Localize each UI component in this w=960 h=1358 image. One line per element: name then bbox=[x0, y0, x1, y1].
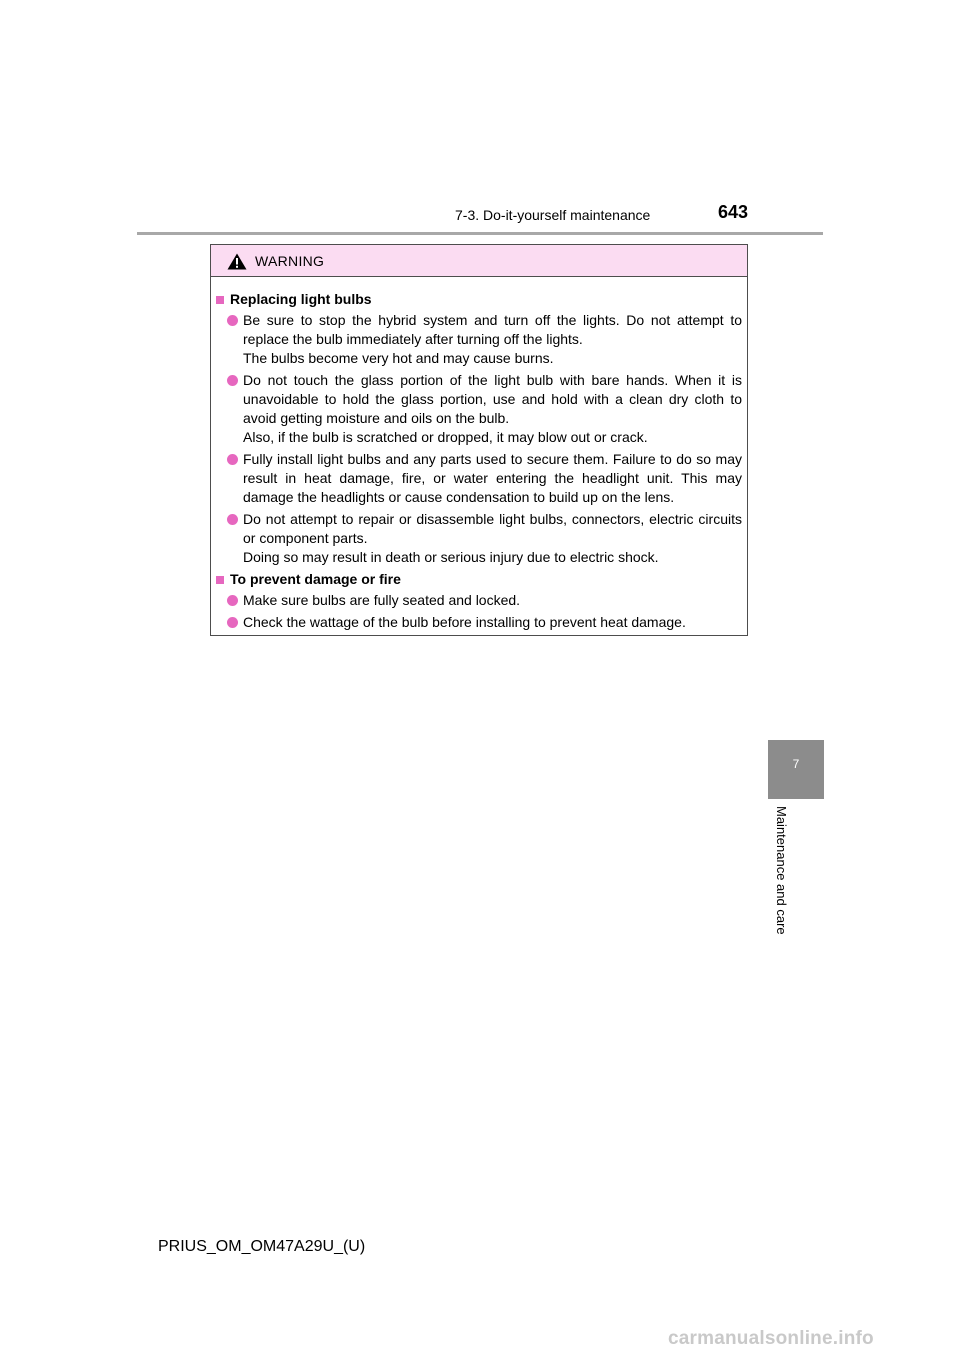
circle-bullet-icon bbox=[227, 595, 238, 606]
warning-title: WARNING bbox=[255, 253, 325, 269]
warning-item-text: Make sure bulbs are fully seated and locked. bbox=[243, 592, 521, 608]
square-bullet-icon bbox=[216, 576, 224, 584]
circle-bullet-icon bbox=[227, 315, 238, 326]
circle-bullet-icon bbox=[227, 617, 238, 628]
warning-item-text: Do not touch the glass portion of the light bulb with bare hands. When it is unavoidable to hold the glass portion, use and hold with a clean dry cloth to avoid getting moisture and oils on the bulb. bbox=[243, 372, 742, 426]
section-title: 7-3. Do-it-yourself maintenance bbox=[455, 207, 651, 223]
warning-list-item bbox=[216, 311, 742, 368]
warning-list-item bbox=[216, 510, 742, 567]
warning-item-text: Doing so may result in death or serious injury due to electric shock. bbox=[243, 549, 659, 565]
warning-item-text: Fully install light bulbs and any parts used to secure them. Failure to do so may result in heat damage, fire, or water entering the headlight unit. This may damage the headlights or cause condensation to build up on the lens. bbox=[243, 451, 742, 505]
warning-list-item bbox=[216, 371, 742, 447]
warning-section-title bbox=[216, 290, 742, 309]
document-code: PRIUS_OM_OM47A29U_(U) bbox=[158, 1238, 366, 1255]
warning-list-item bbox=[216, 613, 742, 632]
chapter-number: 7 bbox=[792, 757, 800, 771]
chapter-label-container bbox=[770, 806, 790, 956]
warning-section-title bbox=[216, 570, 742, 589]
warning-item-text: The bulbs become very hot and may cause burns. bbox=[243, 350, 554, 366]
warning-section-label: Replacing light bulbs bbox=[230, 291, 372, 307]
watermark: carmanualsonline.info bbox=[668, 1328, 874, 1349]
warning-list-item bbox=[216, 450, 742, 507]
header-divider bbox=[137, 232, 823, 235]
circle-bullet-icon bbox=[227, 375, 238, 386]
warning-body bbox=[211, 277, 747, 632]
circle-bullet-icon bbox=[227, 454, 238, 465]
square-bullet-icon bbox=[216, 296, 224, 304]
warning-item-text: Also, if the bulb is scratched or dropped, it may blow out or crack. bbox=[243, 429, 648, 445]
warning-item-text: Check the wattage of the bulb before installing to prevent heat damage. bbox=[243, 614, 686, 630]
warning-item-text: Be sure to stop the hybrid system and turn off the lights. Do not attempt to replace the bulb immediately after turning off the lights. bbox=[243, 312, 742, 347]
warning-box bbox=[210, 244, 748, 636]
warning-item-text: Do not attempt to repair or disassemble light bulbs, connectors, electric circuits or component parts. bbox=[243, 511, 742, 546]
warning-header bbox=[211, 245, 747, 277]
warning-list-item bbox=[216, 591, 742, 610]
chapter-tab[interactable] bbox=[768, 740, 824, 799]
circle-bullet-icon bbox=[227, 514, 238, 525]
page-number: 643 bbox=[718, 202, 749, 222]
warning-triangle-icon bbox=[227, 253, 247, 270]
warning-section-label: To prevent damage or fire bbox=[230, 571, 401, 587]
chapter-label: Maintenance and care bbox=[774, 806, 789, 935]
